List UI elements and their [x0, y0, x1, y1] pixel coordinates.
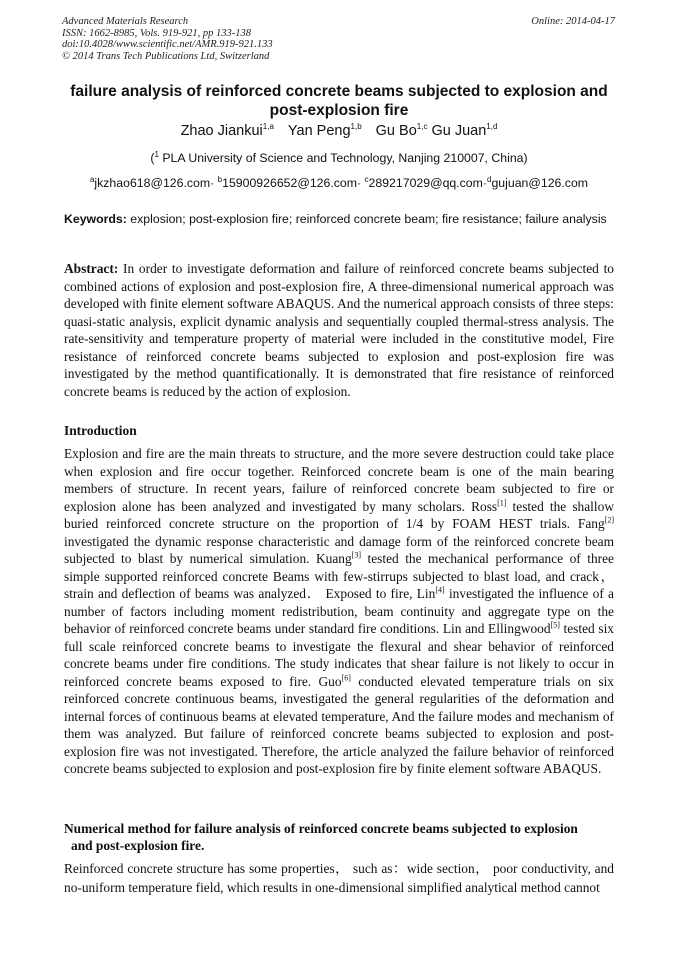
citation-ref: [5] — [550, 620, 560, 630]
affiliation: ($^1$ PLA University of Science and Technology, Nanjing 210007, China) — [150, 149, 528, 165]
email: $^c$289217029@qq.com· — [364, 174, 487, 190]
citation-ref: [2] — [604, 515, 614, 525]
journal-header — [62, 16, 615, 62]
keywords-label: Keywords: — [64, 212, 127, 226]
email: $^b$15900926652@126.com· — [217, 174, 362, 190]
doi-line: doi:10.4028/www.scientific.net/AMR.919-921.133 — [62, 39, 273, 50]
author: Gu Juan$^{1,d}$ — [431, 122, 498, 139]
copyright-line: © 2014 Trans Tech Publications Ltd, Switzerland — [62, 50, 270, 62]
section-heading-introduction: Introduction — [64, 423, 137, 438]
author: Gu Bo$^{1,c}$ — [375, 122, 428, 139]
author: Yan Peng$^{1,b}$ — [287, 122, 362, 139]
citation-ref: [1] — [497, 498, 507, 508]
issn-line: ISSN: 1662-8985, Vols. 919-921, pp 133-138 — [62, 27, 251, 39]
journal-name: Advanced Materials Research — [62, 16, 189, 27]
email: $^d$gujuan@126.com — [487, 174, 589, 190]
citation-ref: [6] — [341, 673, 351, 683]
author-list — [64, 122, 614, 140]
abstract-text: In order to investigate deformation and failure of reinforced concrete beams subjected to combined actions of explosion and post-explosion fire, A three-dimensional numerical approach was developed with finite element software ABAQUS. And the numerical approach consists of three steps: quasi-static analysis, explicit dynamic analysis and sequentially coupled thermal-stress analysis. The rate-sensitivity and temperature property of material were included in the constitutive model, Fire resistance of reinforced concrete beams subjected to explosion and post-explosion fire was investigated by the method quantificationally. It is demonstrated that fire resistance of reinforced concrete beams is reduced by the action of explosion. — [64, 261, 614, 399]
citation-ref: [3] — [351, 550, 361, 560]
online-date: Online: 2014-04-17 — [531, 16, 615, 27]
numerical-method-paragraph: Reinforced concrete structure has some properties， such as：wide section， poor conductivity, and no-uniform temperature field, which results in one-dimensional simplified analytical method cannot — [64, 861, 614, 895]
email: $^a$jkzhao618@126.com· — [89, 174, 215, 190]
keywords — [64, 212, 614, 227]
author: Zhao Jiankui$^{1,a}$ — [180, 122, 274, 139]
introduction-paragraph: Explosion and fire are the main threats to structure, and the more severe destruction could take place when explosion and fire occur together. Reinforced concrete beam is one of the main bearing members of structure. In recent years, failure of reinforced concrete beam subjected to fire or explosion alone has been analyzed and investigated by many scholars. Ross[1] tested the shallow buried reinforced concrete structure on the proportion of 1/4 by FOAM HEST trials. Fang[2] investigated the dynamic response characteristic and damage form of the reinforced concrete beam subjected to blast by numerical simulation. Kuang[3] tested the mechanical performance of three simple supported reinforced concrete Beams with few-stirrups subjected to blast load, and crack， strain and deflection of beams was analyzed． Exposed to fire, Lin[4] investigated the influence of a number of factors including moment redistribution, beam continuity and aggregate type on the behavior of reinforced concrete beams under standard fire conditions. Lin and Ellingwood[5] tested six full scale reinforced concrete beams to investigate the flexural and shear behavior of reinforced concrete beams under fire conditions. The study indicates that shear failure is not likely to occur in reinforced concrete beams exposed to fire. Guo[6] conducted elevated temperature trials on six reinforced concrete continuous beams, investigated the general regularities of the deformation and internal forces of continuous beams at elevated temperature, And the failure modes and mechanism of them was analyzed. But failure of reinforced concrete beams subjected to explosion and post-explosion fire was not investigated. Therefore, the article analyzed the failure behavior of reinforced concrete beams subjected to explosion and post-explosion fire by finite element software ABAQUS. — [64, 446, 615, 776]
section-heading-numerical-method: Numerical method for failure analysis of reinforced concrete beams subjected to explosion and post-explosion fire. — [64, 821, 578, 853]
keywords-text: explosion; post-explosion fire; reinforced concrete beam; fire resistance; failure analysis — [130, 212, 607, 226]
email-list — [64, 176, 614, 191]
paper-title: failure analysis of reinforced concrete beams subjected to explosion and post-explosion fire — [70, 83, 608, 119]
abstract — [64, 260, 614, 400]
citation-ref: [4] — [435, 585, 445, 595]
abstract-label: Abstract: — [64, 261, 119, 276]
